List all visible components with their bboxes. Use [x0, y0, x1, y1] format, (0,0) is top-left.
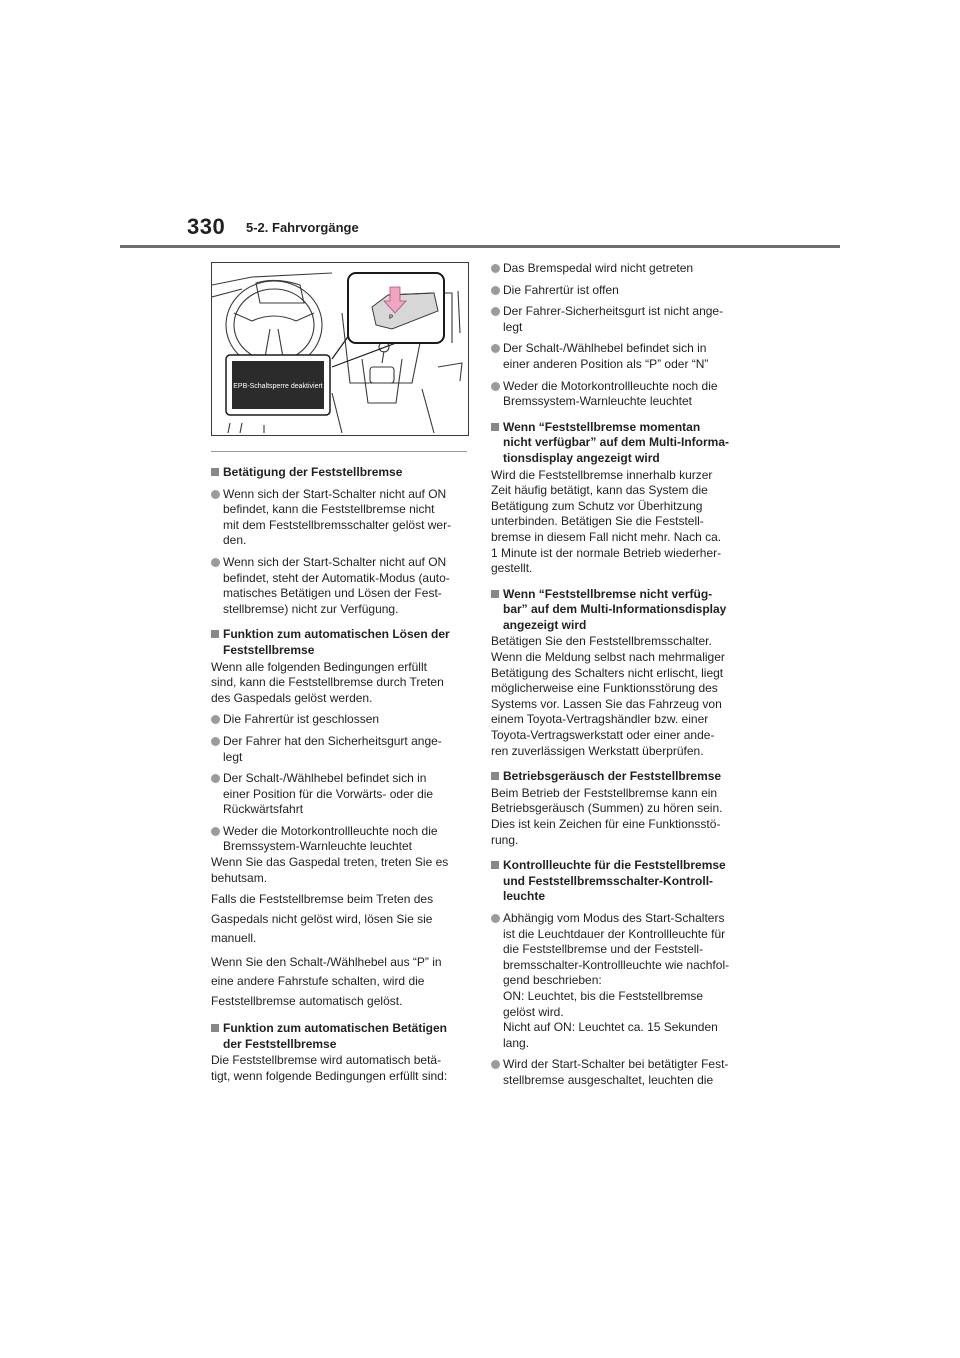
square-bullet-icon	[211, 630, 219, 638]
paragraph	[211, 660, 469, 707]
heading-text: Betriebsgeräusch der Feststellbremse	[503, 769, 722, 784]
paragraph-text: Wenn alle folgenden Bedingungen erfüllt sind, kann die Feststellbremse durch Treten des Gaspedals gelöst werden.	[211, 659, 444, 705]
heading-text: Wenn “Feststellbremse nicht verfüg- bar” auf dem Multi-Informationsdisplay angezeigt wird	[503, 586, 727, 632]
bullet-text: Wird der Start-Schalter bei betätigter Fest- stellbremse ausgeschaltet, leuchten die	[503, 1057, 729, 1087]
paragraph	[211, 953, 469, 1012]
circle-bullet-icon	[491, 1060, 500, 1069]
circle-bullet-icon	[211, 490, 220, 499]
circle-bullet-icon	[211, 774, 220, 783]
bullet-item	[211, 734, 469, 765]
section-heading	[211, 465, 469, 481]
figure-divider	[211, 451, 467, 452]
paragraph	[211, 890, 469, 949]
bullet-item	[491, 261, 749, 277]
section-heading	[491, 769, 749, 785]
heading-text: Wenn “Feststellbremse momentan nicht verfügbar” auf dem Multi-Informa- tionsdisplay angezeigt wird	[503, 419, 730, 465]
bullet-item	[211, 824, 469, 855]
dashboard-illustration	[211, 262, 469, 436]
heading-text: Kontrollleuchte für die Feststellbremse und Feststellbremsschalter-Kontroll- leuchte	[503, 858, 726, 904]
paragraph	[211, 855, 469, 886]
section-heading	[211, 1021, 469, 1052]
square-bullet-icon	[491, 772, 499, 780]
bullet-text: Wenn sich der Start-Schalter nicht auf ON befindet, kann die Feststellbremse nicht mit dem Feststellbremsschalter gelöst wer- den.	[223, 486, 452, 548]
paragraph-text: Wenn Sie das Gaspedal treten, treten Sie es behutsam.	[211, 855, 449, 885]
bullet-item	[491, 304, 749, 335]
bullet-text: Abhängig vom Modus des Start-Schalters ist die Leuchtdauer der Kontrollleuchte für die Feststellbremse und der Feststell- bremsschalter-Kontrollleuchte wie nachfol- gend beschrieben: ON: Leuchtet, bis die Feststellbremse gelöst wird. Nicht auf ON: Leuchtet ca. 15 Sekunden lang.	[503, 910, 730, 1050]
section-heading	[491, 420, 749, 467]
left-column	[211, 455, 469, 1085]
bullet-item	[491, 911, 749, 1051]
circle-bullet-icon	[491, 382, 500, 391]
square-bullet-icon	[491, 861, 499, 869]
circle-bullet-icon	[211, 715, 220, 724]
page-number: 330	[187, 214, 226, 239]
circle-bullet-icon	[491, 914, 500, 923]
paragraph-text: Wenn Sie den Schalt-/Wählhebel aus “P” in eine andere Fahrstufe schalten, wird die Feststellbremse automatisch gelöst.	[211, 954, 442, 1008]
square-bullet-icon	[491, 590, 499, 598]
heading-text: Funktion zum automatischen Lösen der Feststellbremse	[223, 627, 450, 657]
right-column	[491, 255, 749, 1089]
bullet-text: Der Fahrer-Sicherheitsgurt ist nicht ange- legt	[503, 304, 724, 334]
paragraph	[491, 468, 749, 577]
bullet-item	[211, 555, 469, 617]
bullet-text: Der Schalt-/Wählhebel befindet sich in einer Position für die Vorwärts- oder die Rückwärtsfahrt	[223, 771, 434, 817]
bullet-text: Der Schalt-/Wählhebel befindet sich in einer anderen Position als “P” oder “N”	[503, 341, 709, 371]
bullet-text: Weder die Motorkontrollleuchte noch die Bremssystem-Warnleuchte leuchtet	[503, 378, 718, 409]
paragraph	[211, 1053, 469, 1084]
bullet-text: Die Fahrertür ist geschlossen	[223, 712, 380, 727]
bullet-item	[211, 771, 469, 818]
square-bullet-icon	[211, 468, 219, 476]
paragraph	[491, 786, 749, 848]
zoom-icon-label: P	[389, 315, 394, 321]
heading-text: Funktion zum automatischen Betätigen der Feststellbremse	[223, 1021, 448, 1051]
bullet-text: Der Fahrer hat den Sicherheitsgurt ange- legt	[223, 733, 442, 764]
bullet-item	[491, 283, 749, 299]
circle-bullet-icon	[491, 286, 500, 295]
section-heading	[211, 627, 469, 658]
bullet-item	[211, 712, 469, 728]
bullet-item	[491, 379, 749, 410]
circle-bullet-icon	[491, 264, 500, 273]
circle-bullet-icon	[211, 558, 220, 567]
bullet-text: Wenn sich der Start-Schalter nicht auf ON befindet, steht der Automatik-Modus (auto- matisches Betätigen und Lösen der Fest- stellbremse) nicht zur Verfügung.	[223, 554, 450, 616]
paragraph	[491, 634, 749, 759]
header-divider	[120, 245, 840, 248]
paragraph-text: Die Feststellbremse wird automatisch betä- tigt, wenn folgende Bedingungen erfüllt sind:	[211, 1053, 448, 1084]
bullet-item	[211, 487, 469, 549]
paragraph-text: Beim Betrieb der Feststellbremse kann ein Betriebsgeräusch (Summen) zu hören sein. Dies ist kein Zeichen für eine Funktionsstö- rung.	[491, 785, 723, 847]
bullet-text: Das Bremspedal wird nicht getreten	[503, 261, 694, 275]
circle-bullet-icon	[491, 307, 500, 316]
circle-bullet-icon	[211, 827, 220, 836]
section-title: 5-2. Fahrvorgänge	[246, 220, 359, 235]
paragraph-text: Wird die Feststellbremse innerhalb kurzer Zeit häufig betätigt, kann das System die Betätigung zum Schutz vor Überhitzung unterbinden. Betätigen Sie die Feststell- bremse in diesem Fall nicht mehr. Nach ca. 1 Minute ist der normale Betrieb wiederher- gestellt.	[491, 467, 722, 576]
square-bullet-icon	[491, 423, 499, 431]
bullet-text: Weder die Motorkontrollleuchte noch die Bremssystem-Warnleuchte leuchtet	[223, 823, 438, 854]
circle-bullet-icon	[491, 344, 500, 353]
bullet-item	[491, 1057, 749, 1088]
circle-bullet-icon	[211, 737, 220, 746]
callout-label: EPB-Schaltsperre deaktiviert	[233, 383, 323, 390]
paragraph-text: Falls die Feststellbremse beim Treten des Gaspedals nicht gelöst wird, lösen Sie sie manuell.	[211, 892, 434, 946]
bullet-text: Die Fahrertür ist offen	[503, 282, 619, 297]
section-heading	[491, 587, 749, 634]
section-heading	[491, 858, 749, 905]
paragraph-text: Betätigen Sie den Feststellbremsschalter. Wenn die Meldung selbst nach mehrmaliger Betätigung des Schalters nicht erlischt, liegt möglicherweise eine Funktionsstörung des Systems vor. Lassen Sie das Fahrzeug von einem Toyota-Vertragshändler bzw. einer Toyota-Vertragswerkstatt oder einer ande- ren zuverlässigen Werkstatt überprüfen.	[491, 634, 725, 758]
square-bullet-icon	[211, 1024, 219, 1032]
heading-text: Betätigung der Feststellbremse	[223, 465, 403, 479]
bullet-item	[491, 341, 749, 372]
